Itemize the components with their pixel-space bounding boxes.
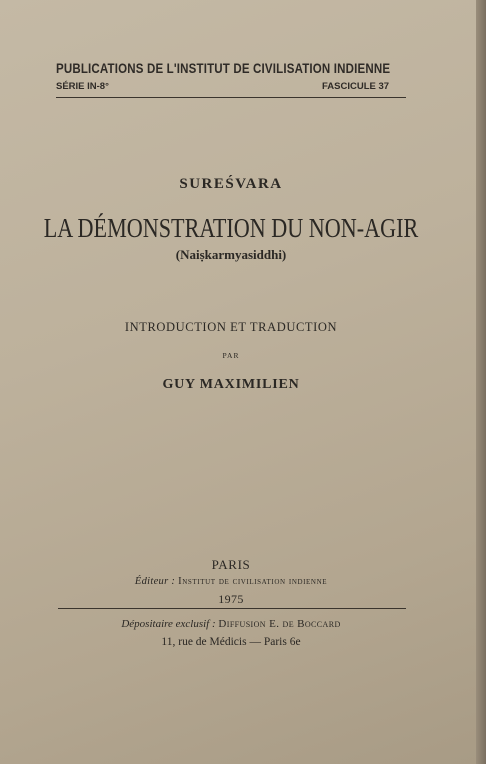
series-fascicule: FASCICULE 37 [322,81,390,92]
imprint-year: 1975 [218,592,244,606]
publisher-name: Institut de civilisation indienne [178,576,328,587]
distributor-name: Diffusion E. de Boccard [218,618,341,630]
distributor-address: 11, rue de Médicis — Paris 6e [161,636,301,648]
top-rule [56,97,406,98]
publisher-label: Éditeur : [134,576,176,587]
imprint-city: PARIS [211,557,251,572]
distributor-label: Dépositaire exclusif : [121,618,216,630]
imprint-publisher [0,576,462,587]
page-edge [476,0,486,764]
book-title: LA DÉMONSTRATION DU NON-AGIR [43,213,419,243]
introduction-line: INTRODUCTION ET TRADUCTION [124,320,338,334]
series-format: SÉRIE IN-8° [56,81,109,92]
series-title: PUBLICATIONS DE L'INSTITUT DE CIVILISATION INDIENNE [56,61,391,76]
par-line: PAR [222,351,240,360]
book-subtitle: (Naiṣkarmyasiddhi) [175,247,287,262]
bottom-rule [58,608,406,609]
author-name: SUREŚVARA [179,176,283,192]
distributor-line [0,618,462,630]
translator-name: GUY MAXIMILIEN [162,377,300,392]
